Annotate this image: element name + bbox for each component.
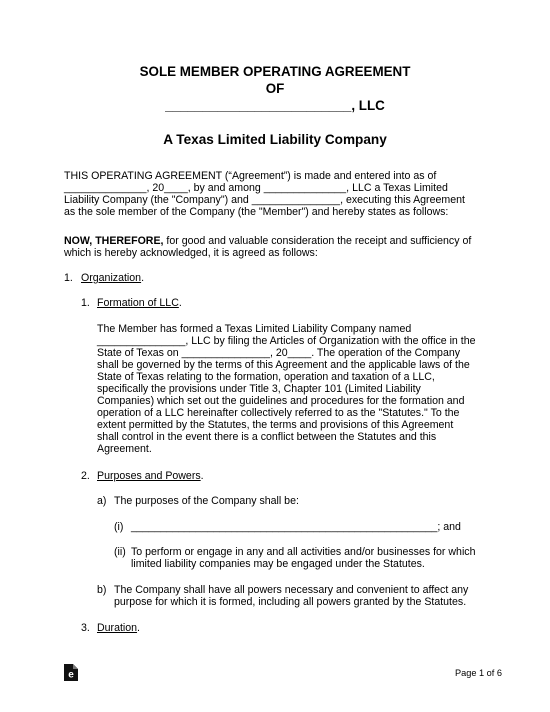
powers-b-label: b) (97, 584, 107, 596)
therefore-line-2: which is hereby acknowledged, it is agreed as follows: (64, 247, 318, 259)
purposes-i-blank: ____________________________________________________; and (131, 521, 461, 533)
intro-line-4: as the sole member of the Company (the "Member") and hereby states as follows: (64, 206, 449, 218)
intro-line-1: THIS OPERATING AGREEMENT (“Agreement”) is made and entered into as of (64, 170, 437, 182)
formation-line-9: extent permitted by the Statutes, the terms and provisions of this Agreement (97, 419, 454, 431)
section-1-heading-text: Organization (81, 272, 142, 284)
company-name-blank: _________________________, LLC (165, 98, 385, 113)
subsection-2-heading-text: Purposes and Powers (97, 470, 201, 482)
page-number: Page 1 of 6 (455, 668, 502, 678)
purposes-i-label: (i) (114, 521, 124, 533)
formation-line-7: Companies) which set out the guidelines and procedures for the formation and (97, 395, 465, 407)
powers-b-line-2: purpose for which it is formed, including all powers granted by the Statutes. (114, 596, 467, 608)
therefore-lead: NOW, THEREFORE, (64, 235, 164, 247)
subsection-3-heading-text: Duration (97, 622, 138, 634)
svg-text:e: e (68, 669, 74, 681)
subsection-2-heading-punct: . (200, 470, 204, 482)
formation-line-3: State of Texas on _______________, 20____. The operation of the Company (97, 347, 461, 359)
formation-line-4: shall be governed by the terms of this Agreement and the applicable laws of the (97, 359, 470, 371)
subsection-2-heading (97, 470, 204, 482)
subsection-1-heading-punct: . (178, 297, 182, 309)
purposes-ii-label: (ii) (114, 546, 126, 558)
section-1-heading-punct: . (141, 272, 145, 284)
purposes-ii-line-2: limited liability companies may be engaged under the Statutes. (131, 558, 425, 570)
formation-line-8: operation of a LLC hereinafter collectively referred to as the "Statutes." To the (97, 407, 460, 419)
document-title: SOLE MEMBER OPERATING AGREEMENT (139, 64, 411, 79)
purposes-a-label: a) (97, 495, 107, 507)
formation-line-2: _______________, LLC by filing the Articles of Organization with the office in the (97, 335, 476, 347)
therefore-text: for good and valuable consideration the receipt and sufficiency of (163, 235, 472, 247)
subsection-3-heading (97, 622, 140, 634)
subsection-3-heading-punct: . (137, 622, 140, 634)
section-1-heading (81, 272, 144, 284)
powers-b-line-1: The Company shall have all powers necessary and convenient to affect any (114, 584, 469, 596)
formation-line-6: specifically the provisions under Title 3, Chapter 101 (Limited Liability (97, 383, 421, 395)
subsection-3-number: 3. (81, 622, 90, 634)
formation-line-10: shall control in the event there is a conflict between the Statutes and this (97, 431, 437, 443)
purposes-a-text: The purposes of the Company shall be: (114, 495, 299, 507)
therefore-line-1 (64, 235, 471, 247)
formation-line-5: State of Texas relating to the formation, operation and taxation of a LLC, (97, 371, 435, 383)
formation-line-11: Agreement. (97, 443, 152, 455)
purposes-ii-line-1: To perform or engage in any and all activities and/or businesses for which (131, 546, 476, 558)
intro-line-2: ______________, 20____, by and among ______________, LLC a Texas Limited (64, 182, 448, 194)
formation-line-1: The Member has formed a Texas Limited Liability Company named (97, 323, 412, 335)
intro-line-3: Liability Company (the "Company") and _______________, executing this Agreement (64, 194, 465, 206)
subsection-1-heading-text: Formation of LLC (97, 297, 179, 309)
subsection-1-heading (97, 297, 182, 309)
eforms-logo-icon (64, 664, 78, 681)
section-1-number: 1. (64, 272, 73, 284)
document-subtitle: A Texas Limited Liability Company (163, 132, 387, 147)
subsection-1-number: 1. (81, 297, 90, 309)
subsection-2-number: 2. (81, 470, 90, 482)
document-title-of: OF (265, 81, 285, 96)
